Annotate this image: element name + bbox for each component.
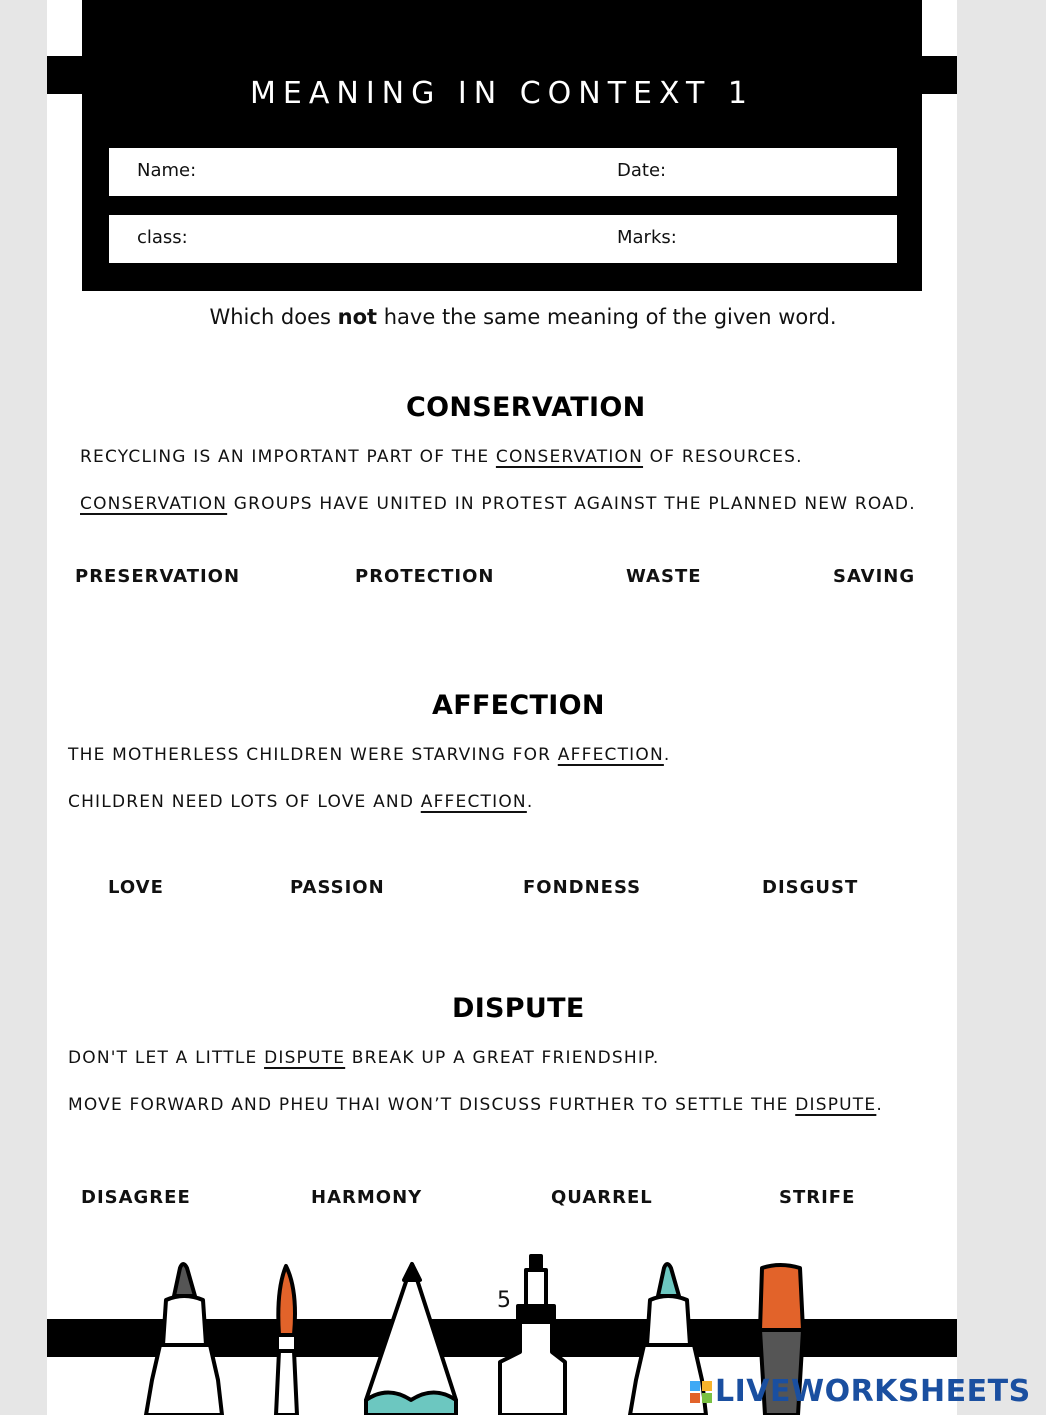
answer-option[interactable]: QUARREL bbox=[551, 1187, 653, 1208]
answer-option[interactable]: STRIFE bbox=[779, 1187, 856, 1208]
section-heading-conservation: CONSERVATION bbox=[406, 392, 646, 423]
sentence-text: MOVE FORWARD AND PHEU THAI WON’T DISCUSS FURTHER TO SETTLE THE bbox=[68, 1095, 796, 1115]
page-number: 5 bbox=[497, 1288, 511, 1313]
answer-option[interactable]: FONDNESS bbox=[523, 877, 642, 898]
section-heading-affection: AFFECTION bbox=[432, 690, 605, 721]
answer-option[interactable]: LOVE bbox=[108, 877, 164, 898]
answer-option[interactable]: WASTE bbox=[626, 566, 702, 587]
answer-option[interactable]: PRESERVATION bbox=[75, 566, 241, 587]
sentence-text: BREAK UP A GREAT FRIENDSHIP. bbox=[345, 1048, 660, 1068]
answer-option[interactable]: HARMONY bbox=[311, 1187, 423, 1208]
logo-text: LIVEWORKSHEETS bbox=[715, 1374, 1031, 1409]
technical-pen-icon bbox=[500, 1256, 565, 1415]
section-heading-dispute: DISPUTE bbox=[452, 993, 585, 1024]
sentence-text: OF RESOURCES. bbox=[643, 447, 803, 467]
target-word: AFFECTION bbox=[557, 745, 664, 765]
answer-option[interactable]: PASSION bbox=[290, 877, 385, 898]
target-word: AFFECTION bbox=[420, 792, 527, 812]
sentence-text: . bbox=[663, 745, 671, 765]
liveworksheets-logo[interactable] bbox=[690, 1374, 1031, 1409]
target-word: CONSERVATION bbox=[80, 494, 228, 514]
sentence-text: GROUPS HAVE UNITED IN PROTEST AGAINST THE PLANNED NEW ROAD. bbox=[227, 494, 916, 514]
sentence-text: DON'T LET A LITTLE bbox=[68, 1048, 265, 1068]
marks-label: Marks: bbox=[617, 227, 677, 248]
answer-option[interactable]: SAVING bbox=[833, 566, 916, 587]
sentence-text: . bbox=[876, 1095, 883, 1115]
answer-option[interactable]: DISAGREE bbox=[81, 1187, 191, 1208]
answer-option[interactable]: DISGUST bbox=[762, 877, 859, 898]
sentence-text: . bbox=[526, 792, 534, 812]
class-label: class: bbox=[137, 227, 188, 248]
instruction-text: Which does bbox=[209, 305, 338, 329]
worksheet-title: MEANING IN CONTEXT 1 bbox=[250, 76, 754, 111]
target-word: DISPUTE bbox=[795, 1095, 877, 1115]
instruction-text-end: have the same meaning of the given word. bbox=[377, 305, 837, 329]
marker-icon bbox=[146, 1264, 222, 1415]
target-word: DISPUTE bbox=[264, 1048, 346, 1068]
date-label: Date: bbox=[617, 160, 667, 181]
liveworksheets-logo-icon bbox=[690, 1381, 712, 1403]
answer-option[interactable]: PROTECTION bbox=[355, 566, 495, 587]
sentence-text: CHILDREN NEED LOTS OF LOVE AND bbox=[68, 792, 421, 812]
sentence-text: RECYCLING IS AN IMPORTANT PART OF THE bbox=[80, 447, 496, 467]
sentence-text: THE MOTHERLESS CHILDREN WERE STARVING FOR bbox=[68, 745, 558, 765]
target-word: CONSERVATION bbox=[495, 447, 644, 467]
pencil-icon bbox=[366, 1264, 456, 1415]
paintbrush-icon bbox=[276, 1266, 297, 1415]
instruction-emphasis: not bbox=[337, 305, 378, 329]
name-label: Name: bbox=[137, 160, 197, 181]
